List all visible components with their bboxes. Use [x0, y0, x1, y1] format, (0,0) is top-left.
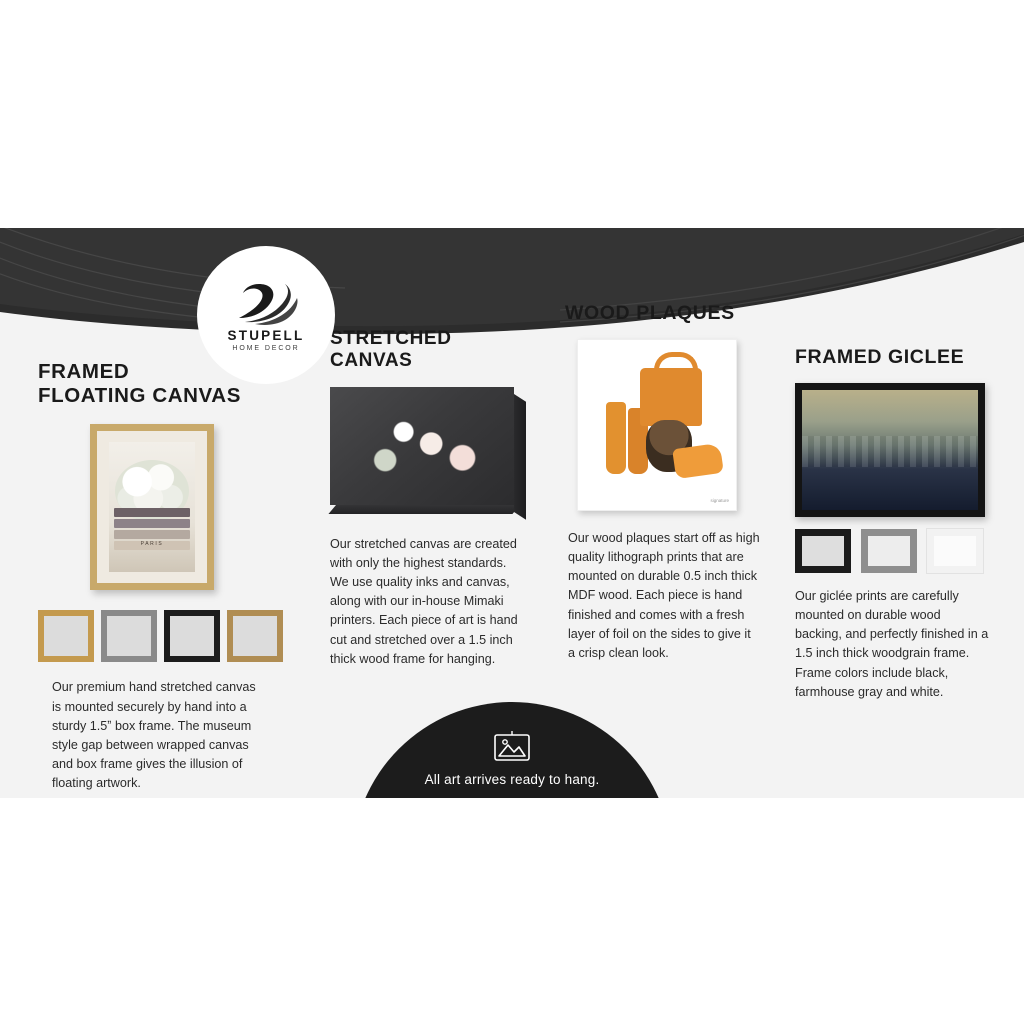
- black-frame-sample: [795, 529, 851, 573]
- column-framed-giclee: [795, 346, 995, 702]
- column-description: Our wood plaques start off as high quality lithograph prints that are mounted on durable 0.5 inch thick MDF wood. Each piece is hand finished and comes with a fresh layer of foil on the sides to give it a crisp clean look.: [568, 531, 760, 660]
- column-wood-plaques: [565, 302, 765, 663]
- column-title: [330, 328, 535, 373]
- column-description: Our giclée prints are carefully mounted on durable wood backing, and perfectly finished in a 1.5 inch thick woodgrain frame. Frame colors include black, farmhouse gray and white.: [795, 589, 989, 699]
- gray-frame-swatch: [101, 610, 157, 662]
- frame-swatch-row: [38, 610, 288, 662]
- brand-logo-badge: [197, 246, 335, 384]
- column-title-line2: FLOATING CANVAS: [38, 384, 241, 408]
- artist-signature: signature: [710, 498, 729, 503]
- canvas-bottom-edge: [328, 505, 520, 514]
- ready-to-hang-badge: [352, 702, 672, 798]
- column-title-line2: CANVAS: [330, 350, 413, 372]
- oak-frame-swatch: [227, 610, 283, 662]
- column-title-line1: FRAMED GICLEE: [795, 346, 965, 368]
- giclee-frame-color-row: [795, 529, 995, 573]
- product-materials-infographic: [0, 228, 1024, 798]
- ready-to-hang-text: All art arrives ready to hang.: [424, 772, 600, 787]
- column-title-line1: STRETCHED: [330, 328, 452, 349]
- orange-scarf-graphic: [672, 443, 724, 479]
- canvas-face-artwork: [330, 387, 514, 505]
- column-description: Our stretched canvas are created with only the highest standards. We use quality inks and canvas, along with our in-house Mimaki printers. Each piece of art is hand cut and stretched over a 1.5 inch thick wood frame for hanging.: [330, 536, 518, 666]
- canvas-side-edge: [514, 394, 526, 520]
- gray-frame-sample: [861, 529, 917, 573]
- gold-box-frame: [90, 424, 214, 590]
- stretched-canvas-image: [330, 387, 526, 517]
- column-framed-floating-canvas: [38, 360, 288, 793]
- column-title: [565, 302, 765, 325]
- framed-giclee-image: [795, 383, 985, 517]
- swoosh-s-logo-icon: [231, 278, 301, 326]
- column-description: Our premium hand stretched canvas is mounted securely by hand into a sturdy 1.5ˮ box frame. The museum style gap between wrapped canvas and box frame gives the illusion of floating artwork.: [52, 680, 256, 791]
- brand-name: STUPELL: [227, 328, 305, 343]
- column-title-line1: FRAMED: [38, 360, 130, 383]
- canvas-artwork: [109, 442, 195, 572]
- column-stretched-canvas: [330, 328, 535, 669]
- framed-picture-icon: [492, 730, 532, 762]
- wood-plaque-image: [577, 339, 737, 511]
- black-frame-swatch: [164, 610, 220, 662]
- gold-frame-swatch: [38, 610, 94, 662]
- giclee-artwork: [802, 390, 978, 510]
- white-frame-sample: [927, 529, 983, 573]
- column-title: [795, 346, 995, 369]
- column-title-line1: WOOD PLAQUES: [565, 302, 735, 324]
- framed-floating-canvas-image: [90, 424, 214, 590]
- brand-tagline: HOME DECOR: [232, 345, 300, 352]
- artwork-caption: PARIS: [140, 541, 164, 548]
- orange-boot-left-graphic: [606, 402, 626, 474]
- orange-handbag-graphic: [640, 368, 702, 426]
